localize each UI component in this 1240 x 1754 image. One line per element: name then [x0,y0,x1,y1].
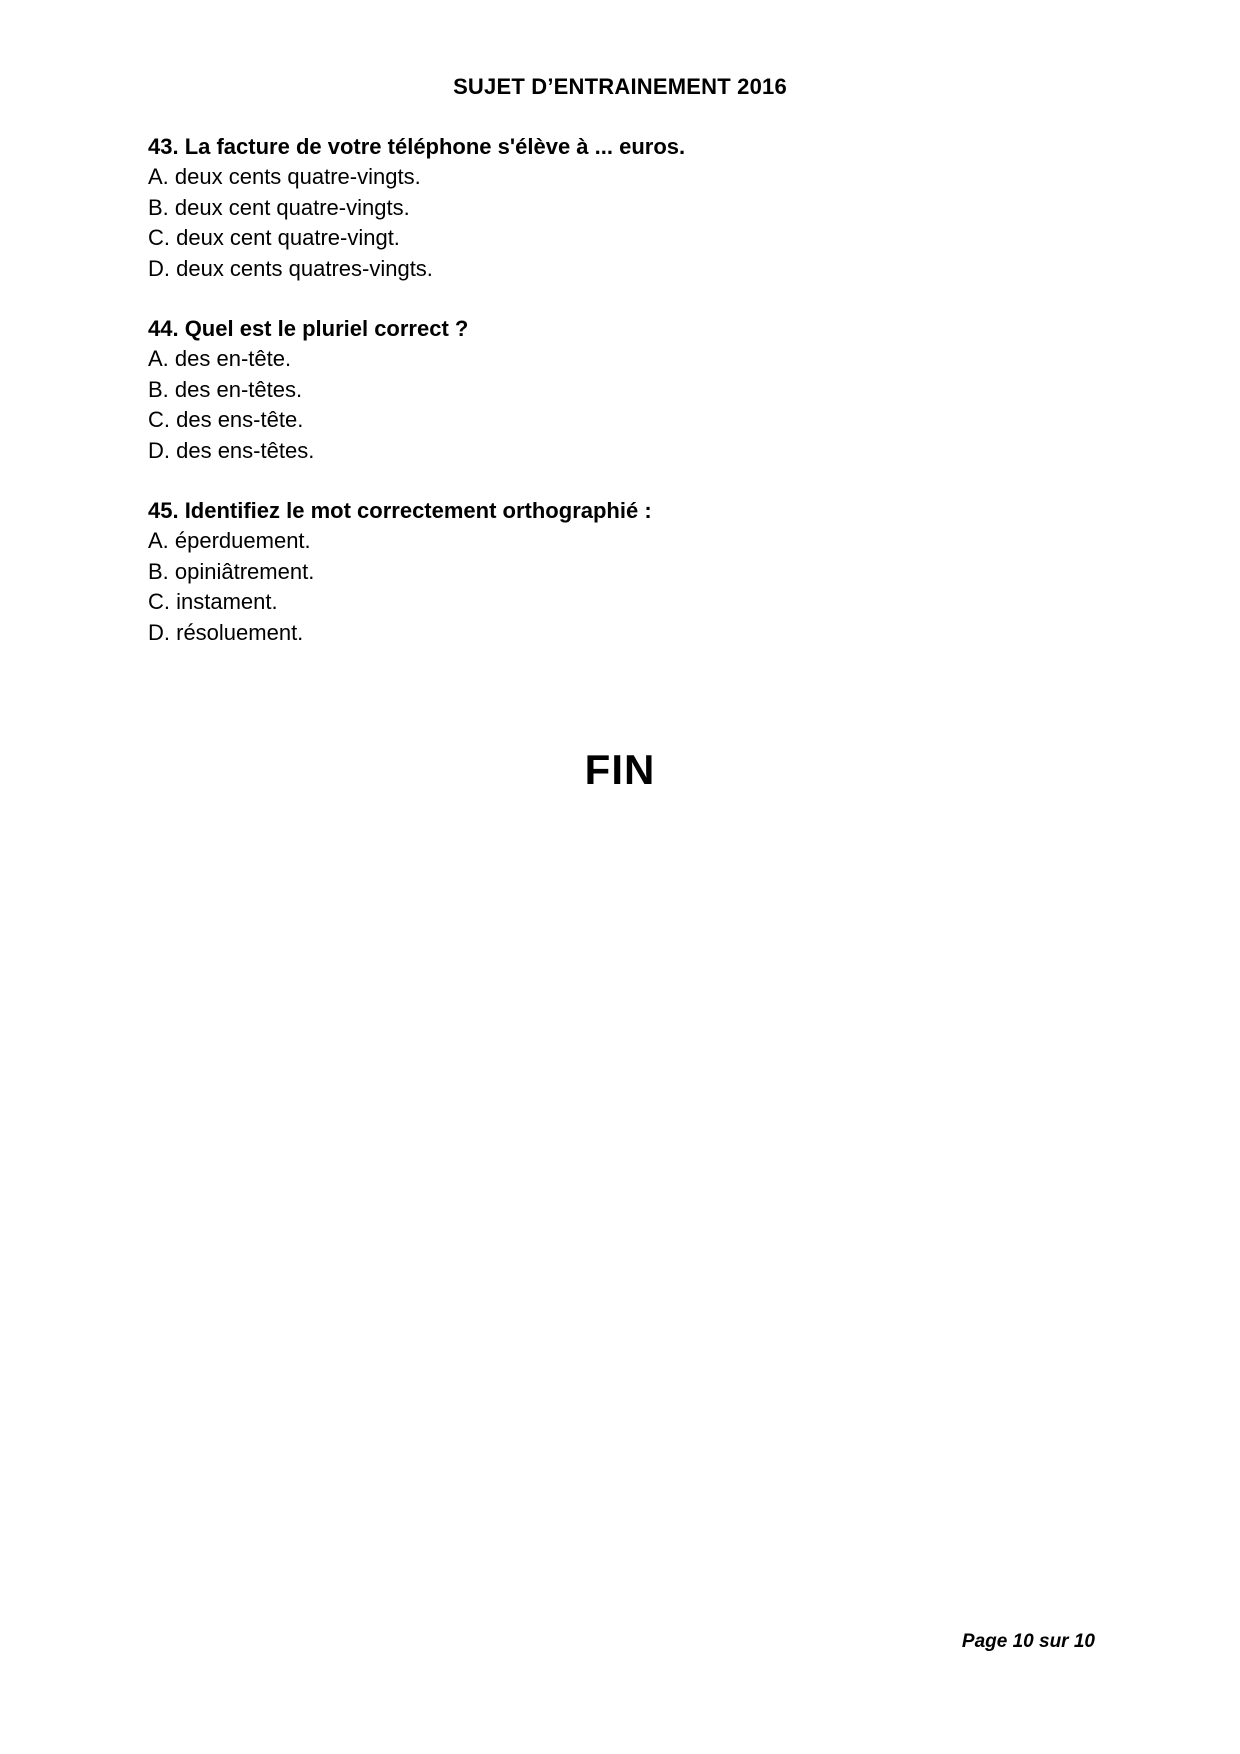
option-d: D. des ens-têtes. [148,437,315,463]
option-b: B. deux cent quatre-vingts. [148,194,410,220]
option-a: A. deux cents quatre-vingts. [148,164,421,189]
end-marker: FIN [584,746,656,793]
option-c: C. des ens-tête. [148,407,304,432]
option-c: C. instament. [148,589,278,614]
question-list [148,132,1108,678]
document-header: SUJET D’ENTRAINEMENT 2016 [453,74,787,99]
question-43 [148,132,1108,284]
option-a: A. des en-tête. [148,346,292,371]
option-b: B. des en-têtes. [148,376,303,402]
question-title: 44. Quel est le pluriel correct ? [148,316,469,341]
option-list [148,344,1108,466]
question-title: 43. La facture de votre téléphone s'élève à ... euros. [148,134,686,159]
page-number: Page 10 sur 10 [961,1631,1095,1652]
option-a: A. éperduement. [148,528,311,553]
question-44 [148,314,1108,466]
option-d: D. résoluement. [148,619,304,645]
option-c: C. deux cent quatre-vingt. [148,225,400,250]
option-list [148,162,1108,284]
question-title: 45. Identifiez le mot correctement orthographié : [148,498,652,523]
option-list [148,526,1108,648]
option-b: B. opiniâtrement. [148,558,315,584]
question-45 [148,496,1108,648]
option-d: D. deux cents quatres-vingts. [148,255,433,281]
